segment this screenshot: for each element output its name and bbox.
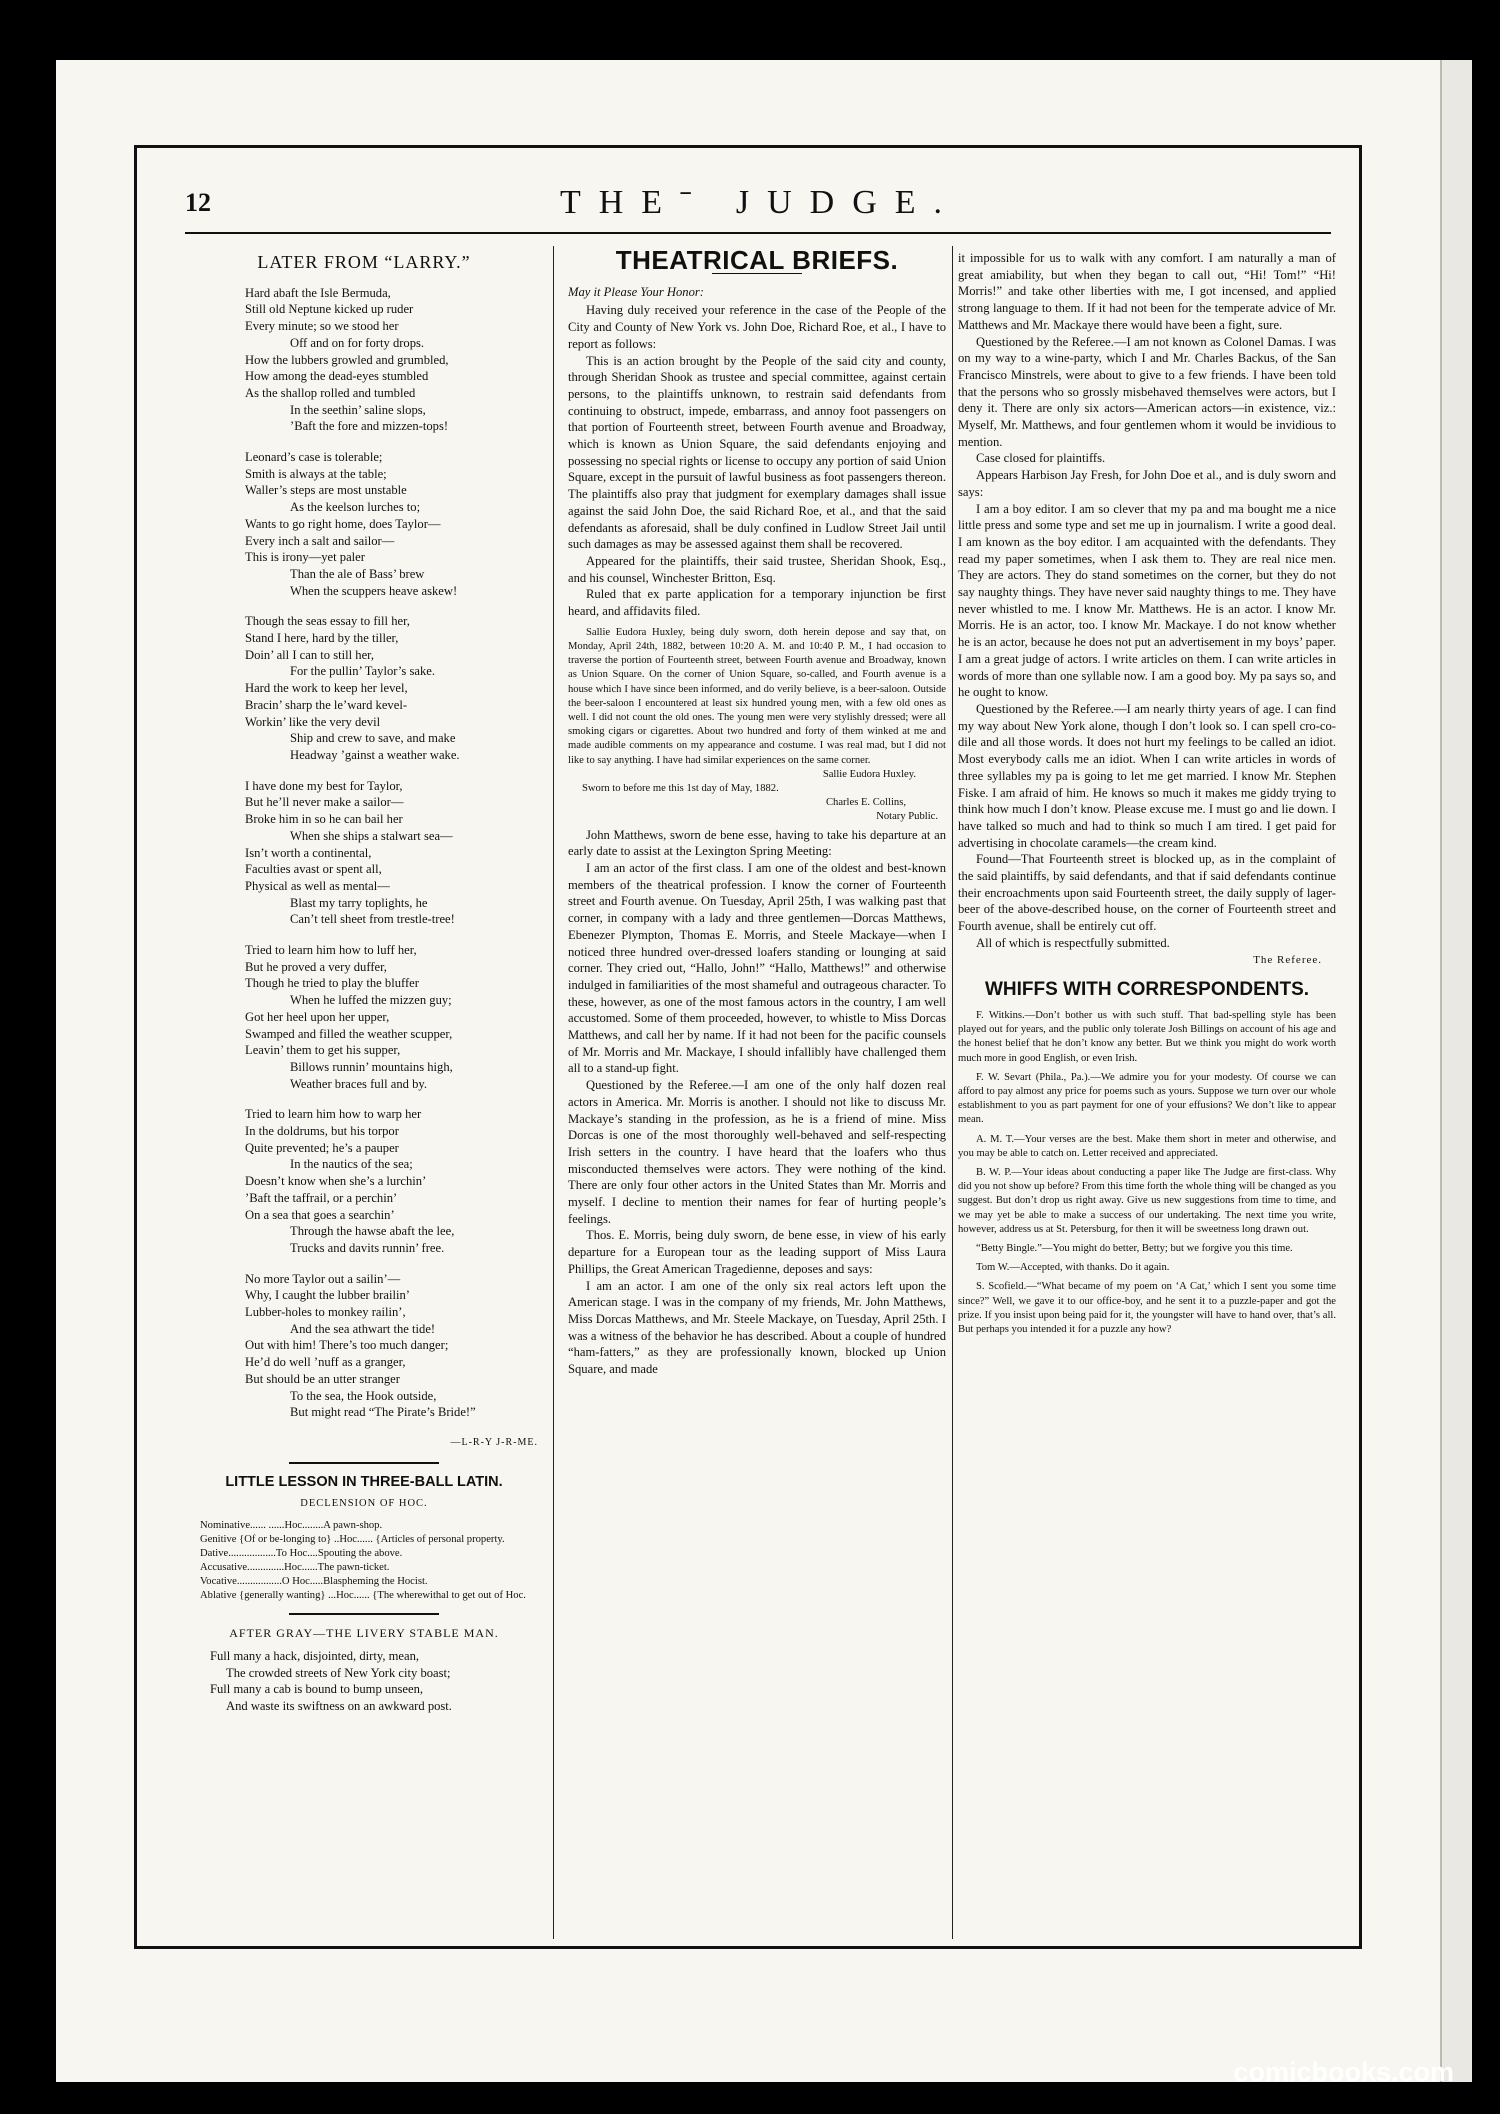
poem-line: Though he tried to play the bluffer xyxy=(245,976,419,991)
poem-line: Doin’ all I can to still her, xyxy=(245,647,375,662)
affidavit xyxy=(568,626,946,825)
poem-line: Isn’t worth a continental, xyxy=(245,845,372,860)
theatrical-body-2 xyxy=(568,827,946,1378)
poem-line: Out with him! There’s too much danger; xyxy=(245,1338,449,1353)
section-rule xyxy=(289,1613,439,1615)
column-divider-1 xyxy=(553,246,554,1939)
poem-line: When the scuppers heave askew! xyxy=(290,583,458,598)
paragraph: Questioned by the Referee.—I am not known as Colonel Damas. I was on my way to a wine-party, which I and Mr. Charles Backus, of the San Francisco Minstrels, were about to give to a few friends. I have been told that the persons who so grossly misbehaved themselves were actors, but I deny it. There are only six actors—American actors—in existence, viz.: Myself, Mr. Matthews, and four gentlemen whom it would be invidious to mention. xyxy=(958,334,1336,449)
declension-row: Accusative..............Hoc......The pawn-ticket. xyxy=(200,1562,390,1574)
theatrical-body xyxy=(568,302,946,619)
poem-line: As the keelson lurches to; xyxy=(290,500,421,515)
section-rule xyxy=(289,1462,439,1464)
poem-line: Blast my tarry toplights, he xyxy=(290,895,428,910)
larry-poem xyxy=(190,285,538,1421)
poem-line: Doesn’t know when she’s a lurchin’ xyxy=(245,1174,427,1189)
poem-line: Got her heel upon her upper, xyxy=(245,1009,390,1024)
paragraph: This is an action brought by the People of the said city and county, through Sheridan Shook as trustee and special committee, against certain persons, to the plaintiffs unknown, to restrain said defendants from continuing to obstruct, impede, embarrass, and annoy foot passengers on that portion of Fourteenth street, between Fourth avenue and Broadway, which is known as Union Square, the said defendants enjoying and possessing no special rights or license to occupy any portion of said Union Square, except in the pursuit of lawful business as foot passengers thereon. The plaintiffs also pray that judgment for exemplary damages shall issue against the said John Doe, the said Richard Roe, et al., and that the said defendants as aforesaid, shall be duly confined in Ludlow Street Jail until such damages as may be assessed against them shall be recovered. xyxy=(568,353,946,552)
paragraph: Case closed for plaintiffs. xyxy=(976,451,1106,466)
poem-line: ’Baft the taffrail, or a perchin’ xyxy=(245,1190,398,1205)
correspondent-note: Tom W.—Accepted, with thanks. Do it again. xyxy=(976,1262,1170,1274)
whiffs-list xyxy=(958,1009,1336,1337)
page-edge xyxy=(1440,60,1472,2082)
paragraph: I am a boy editor. I am so clever that my pa and ma bought me a nice little press and some type and set me up in journalism. I write a good deal. I am known as the boy editor. I am acquainted with the defendants. They read my paper sometimes, when I ask them to. They are real nice men. They are actors. They do stand sometimes on the corner, but they do not say naughty things. They have never said naughty things to me. They have never whistled to me. I know Mr. Matthews. He is an actor. I know Mr. Morris. He is an actor, too. I know Mr. Mackaye. I do not know whether he is an actor, because he does not put an advertisement in my boys’ paper. I am a great judge of actors. I write articles on them. I can write articles in words of more than one syllable now. I am a good boy. My pa says so, and he ought to know. xyxy=(958,501,1336,700)
poem-line: Wants to go right home, does Taylor— xyxy=(245,516,441,531)
stanza xyxy=(245,942,538,1092)
paragraph: I am an actor of the first class. I am one of the oldest and best-known members of the theatrical profession. I know the corner of Fourteenth street and Fourth avenue. On Tuesday, April 25th, I was walking past that corner, in company with a lady and three gentlemen—Dorcas Matthews, Ebenezer Plympton, Thomas E. Morris, and Steele Mackaye—when I noticed three hundred over-dressed loafers standing or lounging at said corner. They cried out, “Hallo, John!” “Hallo, Matthews!” and otherwise indulged in familiarities of the most shameful and outrageous character. To these, however, as one of the most famous actors in the country, I am well accustomed. Some of them proceeded, however, to whistle to Miss Dorcas Matthews, and call her by name. If it had not been for the pacific counsels of Mr. Morris and Mr. Mackaye, I should infallibly have challenged them all to a stand-up fight. xyxy=(568,861,946,1076)
poem-line: Faculties avast or spent all, xyxy=(245,862,382,877)
correspondent-note: A. M. T.—Your verses are the best. Make them short in meter and otherwise, and you may be able to catch on. Letter received and appreciated. xyxy=(958,1133,1336,1159)
paragraph: John Matthews, sworn de bene esse, having to take his departure at an early date to assist at the Lexington Spring Meeting: xyxy=(568,827,946,859)
poem-line: Stand I here, hard by the tiller, xyxy=(245,631,399,646)
poem-line: Still old Neptune kicked up ruder xyxy=(245,302,414,317)
poem-line: Swamped and filled the weather scupper, xyxy=(245,1026,453,1041)
referee-signature: The Referee. xyxy=(1253,953,1322,966)
latin-subtitle: DECLENSION OF HOC. xyxy=(300,1498,428,1510)
poem-line: And the sea athwart the tide! xyxy=(290,1321,436,1336)
poem-line: In the nautics of the sea; xyxy=(290,1157,413,1172)
poem-line: Hard abaft the Isle Bermuda, xyxy=(245,285,391,300)
poem-line: Though the seas essay to fill her, xyxy=(245,614,410,629)
declension-row: Ablative {generally wanting} ...Hoc...... {The wherewithal to get out of Hoc. xyxy=(200,1590,526,1602)
larry-title: LATER FROM “LARRY.” xyxy=(257,252,471,272)
paragraph: Having duly received your reference in the case of the People of the City and County of New York vs. John Doe, Richard Roe, et al., I have to report as follows: xyxy=(568,303,946,351)
stanza xyxy=(245,1271,538,1421)
column-3 xyxy=(958,250,1336,1342)
paragraph: Appears Harbison Jay Fresh, for John Doe et al., and is duly sworn and says: xyxy=(958,468,1336,499)
poem-line: I have done my best for Taylor, xyxy=(245,778,403,793)
poem-line: Headway ’gainst a weather wake. xyxy=(290,747,460,762)
poem-line: Smith is always at the table; xyxy=(245,466,387,481)
paragraph: Ruled that ex parte application for a temporary injunction be first heard, and affidavits filed. xyxy=(568,587,946,619)
page-number: 12 xyxy=(185,188,211,217)
poem-line: Why, I caught the lubber brailin’ xyxy=(245,1288,410,1303)
correspondent-note: F. Witkins.—Don’t bother us with such stuff. That bad-spelling style has been played out for years, and the public only tolerate Josh Billings on account of his age and the honest belief that he don’t know any better. But we think you might do work worth much more in good English, or even Irish. xyxy=(958,1009,1336,1064)
poem-line: Waller’s steps are most unstable xyxy=(245,483,407,498)
stanza xyxy=(245,449,538,599)
poem-line: Tried to learn him how to warp her xyxy=(245,1107,422,1122)
larry-signature: —L-R-Y J-R-ME. xyxy=(450,1437,538,1448)
stanza xyxy=(245,778,538,928)
poem-line: Broke him in so he can bail her xyxy=(245,812,403,827)
poem-line: Than the ale of Bass’ brew xyxy=(290,566,425,581)
correspondent-note: F. W. Sevart (Phila., Pa.).—We admire you for your modesty. Of course we can afford to pay almost any price for poems such as yours. Suppose we turn over our whole establishment to you as part payment for one of your effusions? We don’t like to appear mean. xyxy=(958,1071,1336,1126)
poem-line: Every inch a salt and sailor— xyxy=(245,533,395,548)
gray-line: And waste its swiftness on an awkward post. xyxy=(226,1698,452,1713)
poem-line: Tried to learn him how to luff her, xyxy=(245,943,417,958)
stanza xyxy=(245,1106,538,1256)
declension-row: Genitive {Of or be-longing to} ..Hoc...... {Articles of personal property. xyxy=(200,1534,505,1546)
poem-line: How among the dead-eyes stumbled xyxy=(245,369,429,384)
sworn-line: Sworn to before me this 1st day of May, 1882. xyxy=(582,783,779,794)
paragraph: it impossible for us to walk with any comfort. I am naturally a man of great amiability, but when they began to call out, “Hi! Tom!” “Hi! Morris!” and take other liberties with me, I got incensed, and applied strong language to them. If it had not been for the temperate advice of Mr. Matthews and Mr. Mackaye there would have been a fight, sure. xyxy=(958,251,1336,332)
salutation: May it Please Your Honor: xyxy=(568,284,704,299)
poem-line: Through the hawse abaft the lee, xyxy=(290,1224,455,1239)
poem-line: ’Baft the fore and mizzen-tops! xyxy=(290,419,449,434)
poem-line: This is irony—yet paler xyxy=(245,550,365,565)
theatrical-continued xyxy=(958,250,1336,952)
column-2 xyxy=(568,245,946,1378)
poem-line: When he luffed the mizzen guy; xyxy=(290,993,452,1008)
declension-table xyxy=(200,1519,538,1603)
gray-line: Full many a hack, disjointed, dirty, mean, xyxy=(210,1648,420,1663)
poem-line: He’d do well ’nuff as a granger, xyxy=(245,1355,406,1370)
declension-row: Vocative.................O Hoc.....Blaspheming the Hocist. xyxy=(200,1576,428,1588)
poem-line: As the shallop rolled and tumbled xyxy=(245,385,416,400)
gray-line: The crowded streets of New York city boast; xyxy=(226,1665,451,1680)
poem-line: Leavin’ them to get his supper, xyxy=(245,1043,401,1058)
poem-line: In the doldrums, but his torpor xyxy=(245,1124,399,1139)
poem-line: How the lubbers growled and grumbled, xyxy=(245,352,449,367)
column-1 xyxy=(190,250,538,1715)
gray-line: Full many a cab is bound to bump unseen, xyxy=(210,1682,424,1697)
masthead-title: THEˉ JUDGE. xyxy=(559,184,961,221)
poem-line: Physical as well as mental— xyxy=(245,878,390,893)
paragraph: Appeared for the plaintiffs, their said trustee, Sheridan Shook, Esq., and his counsel, Winchester Britton, Esq. xyxy=(568,553,946,585)
poem-line: Lubber-holes to monkey railin’, xyxy=(245,1305,406,1320)
declension-row: Nominative...... ......Hoc........A pawn-shop. xyxy=(200,1520,383,1532)
watermark: comicbooks.com xyxy=(1233,2057,1454,2087)
poem-line: But should be an utter stranger xyxy=(245,1371,400,1386)
paragraph: Found—That Fourteenth street is blocked up, as in the complaint of the said plaintiffs, by said defendants, and that if said defendants continue their encroachments upon said Fourteenth street, the daily supply of lager-beer of the above-described house, on the corner of Fourteenth street and Fourth avenue, shall be entirely cut off. xyxy=(958,852,1336,934)
poem-line: Can’t tell sheet from trestle-tree! xyxy=(290,912,455,927)
paragraph: All of which is respectfully submitted. xyxy=(976,935,1170,950)
whiffs-title: WHIFFS WITH CORRESPONDENTS. xyxy=(984,979,1310,1001)
poem-line: Bracin’ sharp the le’ward kevel- xyxy=(245,697,408,712)
poem-line: Quite prevented; he’s a pauper xyxy=(245,1140,399,1155)
stanza xyxy=(245,613,538,763)
header-rule xyxy=(185,232,1331,234)
affidavit-text: Sallie Eudora Huxley, being duly sworn, doth herein depose and say that, on Monday, April 24th, 1882, between 10:20 A. M. and 10:40 P. M., I had occasion to traverse the portion of Fourteenth street, between Fourth avenue and Broadway, known as Union Square. On the corner of Union Square, so-called, and Fourth avenue is a house which I have since been informed, and do verily believe, is a beer-saloon. Outside the beer-saloon I encountered at least six hundred young men, with a few old ones as well. I did not count the old ones. The young men were very stylishly dressed; were all smoking cigars or cigarettes. About two hundred and forty of them winked at me and made audible comments on my appearance and costume. I was real mad, but I did not like to say anything. I have had similar experiences on the same corner. xyxy=(568,626,946,766)
poem-line: No more Taylor out a sailin’— xyxy=(245,1271,401,1286)
correspondent-note: S. Scofield.—“What became of my poem on ‘A Cat,’ which I sent you some time since?” Well, we gave it to our office-boy, and he sent it to a puzzle-paper and got the prize. If you insist upon being paid for it, the youngster will have to hand over, that’s all. But perhaps you intended it for a puzzle any how? xyxy=(958,1281,1336,1335)
poem-line: Off and on for forty drops. xyxy=(290,335,425,350)
gray-poem xyxy=(210,1648,538,1715)
poem-line: Hard the work to keep her level, xyxy=(245,681,408,696)
poem-line: But might read “The Pirate’s Bride!” xyxy=(290,1405,476,1420)
poem-line: Billows runnin’ mountains high, xyxy=(290,1059,453,1074)
correspondent-note: B. W. P.—Your ideas about conducting a paper like The Judge are first-class. Why did you not show up before? From this time forth the whole thing will be changed as you suggest. But don’t drop us right away. Give us new suggestions from time to time, and we may yet be able to make a success of our undertaking. The next time you write, however, address us at St. Petersburg, for then it will be sweetness long drawn out. xyxy=(958,1166,1336,1235)
paragraph: Questioned by the Referee.—I am nearly thirty years of age. I can find my way about New York alone, though I don’t look so. I can spell cro-co-dile and all those words. It does not hurt my feelings to be called an idiot. Most everybody calls me an idiot. When I can write articles in words of three syllables my pa is going to let me get married. I know Mr. Stephen Fiske. I am afraid of him. He knows so much it makes me giddy trying to think how much I don’t know. Please excuse me. I must go and lie down. I have talked so much and had to think so much I am tired. I get paid for advertising in chocolate caramels—the cream kind. xyxy=(958,701,1336,850)
declension-row: Dative..................To Hoc....Spouting the above. xyxy=(200,1548,403,1560)
poem-line: Workin’ like the very devil xyxy=(245,714,381,729)
stanza xyxy=(245,285,538,435)
poem-line: To the sea, the Hook outside, xyxy=(290,1388,437,1403)
poem-line: But he’ll never make a sailor— xyxy=(245,795,404,810)
poem-line: Weather braces full and by. xyxy=(290,1076,427,1091)
notary-name: Charles E. Collins, xyxy=(825,797,906,809)
notary-title: Notary Public. xyxy=(876,811,938,823)
latin-title: LITTLE LESSON IN THREE-BALL LATIN. xyxy=(225,1473,503,1490)
poem-line: In the seethin’ saline slops, xyxy=(290,402,426,417)
poem-line: Leonard’s case is tolerable; xyxy=(245,450,383,465)
affidavit-signature: Sallie Eudora Huxley. xyxy=(822,768,916,780)
poem-line: Ship and crew to save, and make xyxy=(290,731,456,746)
poem-line: For the pullin’ Taylor’s sake. xyxy=(290,664,435,679)
column-divider-2 xyxy=(952,246,953,1939)
paragraph: Questioned by the Referee.—I am one of the only half dozen real actors in America. Mr. Morris is another. I should not like to discuss Mr. Mackaye’s standing in the profession, as he is a friend of mine. Miss Dorcas is one of the most thoroughly well-behaved and self-respecting Irish setters in the country. I have heard that the loafers who thus misconducted themselves were actors. They were nothing of the kind. There are only four other actors in the United States than Mr. Morris and myself. I decline to mention their names for fear of hurting people’s feelings. xyxy=(568,1078,946,1226)
poem-line: Every minute; so we stood her xyxy=(245,319,399,334)
correspondent-note: “Betty Bingle.”—You might do better, Betty; but we forgive you this time. xyxy=(976,1242,1293,1254)
theatrical-title: THEATRICAL BRIEFS. xyxy=(615,245,899,275)
gray-title: AFTER GRAY—THE LIVERY STABLE MAN. xyxy=(229,1626,499,1641)
poem-line: But he proved a very duffer, xyxy=(245,959,387,974)
poem-line: When she ships a stalwart sea— xyxy=(290,828,453,843)
paragraph: I am an actor. I am one of the only six real actors left upon the American stage. I was in the company of my friends, Mr. John Matthews, Miss Dorcas Matthews, and Mr. Steele Mackaye, on Tuesday, April 25th. I was a witness of the behavior he has described. About a couple of hundred “ham-fatters,” as they are professionally known, blocked up Union Square, and made xyxy=(568,1278,946,1377)
paragraph: Thos. E. Morris, being duly sworn, de bene esse, in view of his early departure for a European tour as the leading support of Miss Laura Phillips, the Great American Tragedienne, deposes and says: xyxy=(568,1228,946,1276)
poem-line: Trucks and davits runnin’ free. xyxy=(290,1240,445,1255)
poem-line: On a sea that goes a searchin’ xyxy=(245,1207,395,1222)
